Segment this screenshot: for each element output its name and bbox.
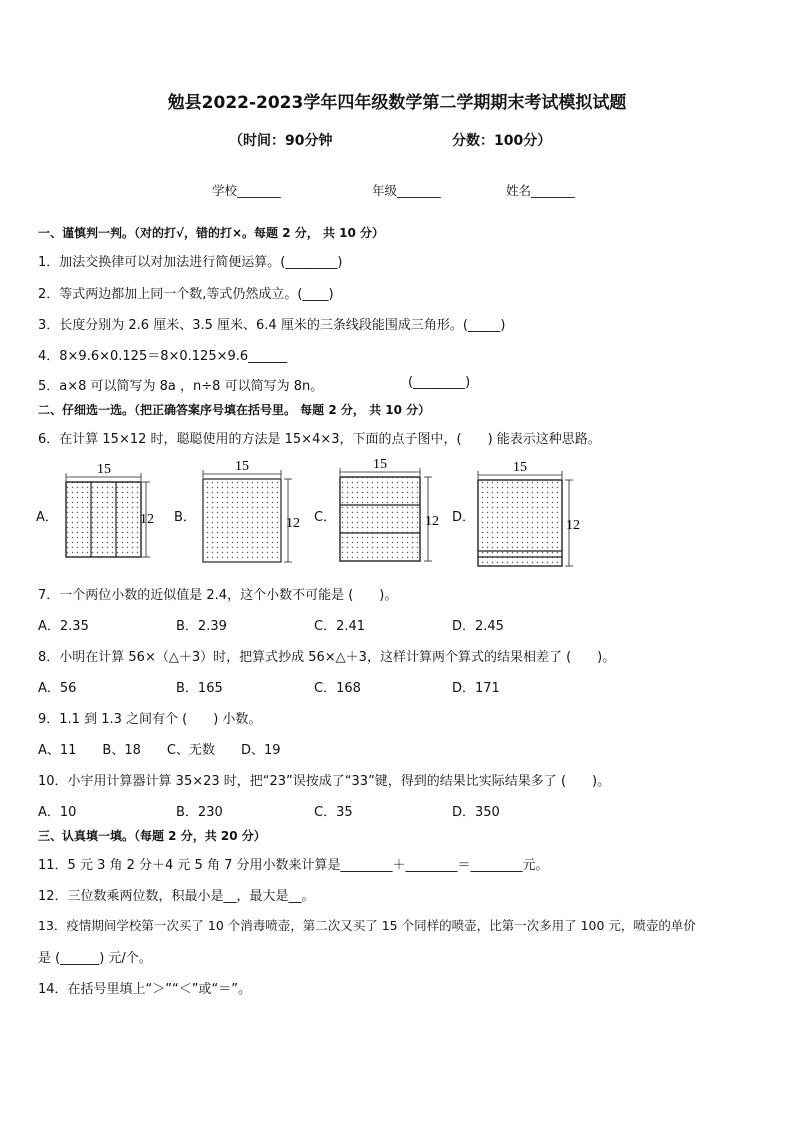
figure-b-width-label: 15 [235, 459, 249, 474]
q8-option-d: D．171 [452, 681, 500, 696]
question-3: 3．长度分别为 2.6 厘米、3.5 厘米、6.4 厘米的三条线段能围成三角形。(_____) [38, 318, 506, 333]
section-2-heading: 二、仔细选一选。（把正确答案序号填在括号里。 每题 2 分， 共 10 分） [38, 403, 431, 417]
q10-option-a: A．10 [38, 805, 77, 820]
name-field: 姓名_______ [506, 183, 575, 198]
score-label: 分数：100分） [452, 133, 552, 149]
q10-option-c: C．35 [314, 805, 353, 820]
q8-option-a: A．56 [38, 681, 77, 696]
question-7: 7．一个两位小数的近似值是 2.4，这个小数不可能是 ( )。 [38, 588, 398, 603]
q6-option-b-label: B． [174, 510, 196, 525]
question-1: 1．加法交换律可以对加法进行简便运算。(________) [38, 255, 343, 270]
q8-option-c: C．168 [314, 681, 361, 696]
question-10: 10．小宇用计算器计算 35×23 时，把“23”误按成了“33”键，得到的结果比实际结果多了 ( )。 [38, 774, 611, 789]
q6-figures [0, 455, 794, 575]
question-9: 9．1.1 到 1.3 之间有个 ( ) 小数。 [38, 712, 262, 727]
time-label: （时间：90分钟 [229, 133, 333, 149]
q6-option-c-label: C． [314, 510, 337, 525]
q10-option-d: D．350 [452, 805, 500, 820]
page-title: 勉县2022-2023学年四年级数学第二学期期末考试模拟试题 [167, 93, 627, 113]
figure-c-height-label: 12 [425, 514, 439, 529]
question-13-line-2: 是 (______) 元/个。 [38, 951, 152, 966]
figure-a-width-label: 15 [97, 462, 111, 477]
question-5-blank: (________) [408, 375, 471, 390]
figure-c [340, 457, 439, 561]
question-2: 2．等式两边都加上同一个数,等式仍然成立。(____) [38, 287, 334, 302]
question-4: 4．8×9.6×0.125＝8×0.125×9.6______ [38, 349, 288, 364]
figure-b-height-label: 12 [286, 516, 300, 531]
q9-options: A、11 B、18 C、无数 D、19 [38, 743, 281, 758]
figure-d [478, 460, 580, 566]
q7-option-b: B．2.39 [176, 619, 227, 634]
figure-a-height-label: 12 [140, 512, 154, 527]
q7-option-d: D．2.45 [452, 619, 504, 634]
question-8: 8．小明在计算 56×（△＋3）时，把算式抄成 56×△＋3，这样计算两个算式的结果相差了 ( )。 [38, 650, 616, 665]
figure-d-height-label: 12 [566, 518, 580, 533]
q6-option-d-label: D． [452, 510, 476, 525]
q10-option-b: B．230 [176, 805, 223, 820]
question-13-line-1: 13．疫情期间学校第一次买了 10 个消毒喷壶，第二次又买了 15 个同样的喷壶，比第一次多用了 100 元，喷壶的单价 [38, 918, 696, 933]
grade-field: 年级_______ [372, 183, 441, 198]
question-6: 6．在计算 15×12 时，聪聪使用的方法是 15×4×3，下面的点子图中，( ) 能表示这种思路。 [38, 432, 601, 447]
q6-option-a-label: A． [36, 510, 58, 525]
section-1-heading: 一、谨慎判一判。（对的打√，错的打×。每题 2 分， 共 10 分） [38, 226, 384, 240]
question-12: 12．三位数乘两位数，积最小是__，最大是__。 [38, 889, 315, 904]
school-field: 学校_______ [212, 183, 281, 198]
question-5: 5．a×8 可以简写为 8a ，n÷8 可以简写为 8n。 [38, 379, 324, 394]
figure-d-width-label: 15 [513, 460, 527, 475]
q8-option-b: B．165 [176, 681, 223, 696]
figure-a [66, 462, 154, 557]
section-3-heading: 三、认真填一填。（每题 2 分，共 20 分） [38, 829, 266, 843]
figure-c-width-label: 15 [373, 457, 387, 472]
figure-b [203, 459, 300, 562]
q7-option-a: A．2.35 [38, 619, 89, 634]
question-11: 11．5 元 3 角 2 分＋4 元 5 角 7 分用小数来计算是________＋________＝________元。 [38, 858, 549, 873]
q7-option-c: C．2.41 [314, 619, 366, 634]
question-14: 14．在括号里填上“＞”“＜”或“＝”。 [38, 982, 251, 997]
